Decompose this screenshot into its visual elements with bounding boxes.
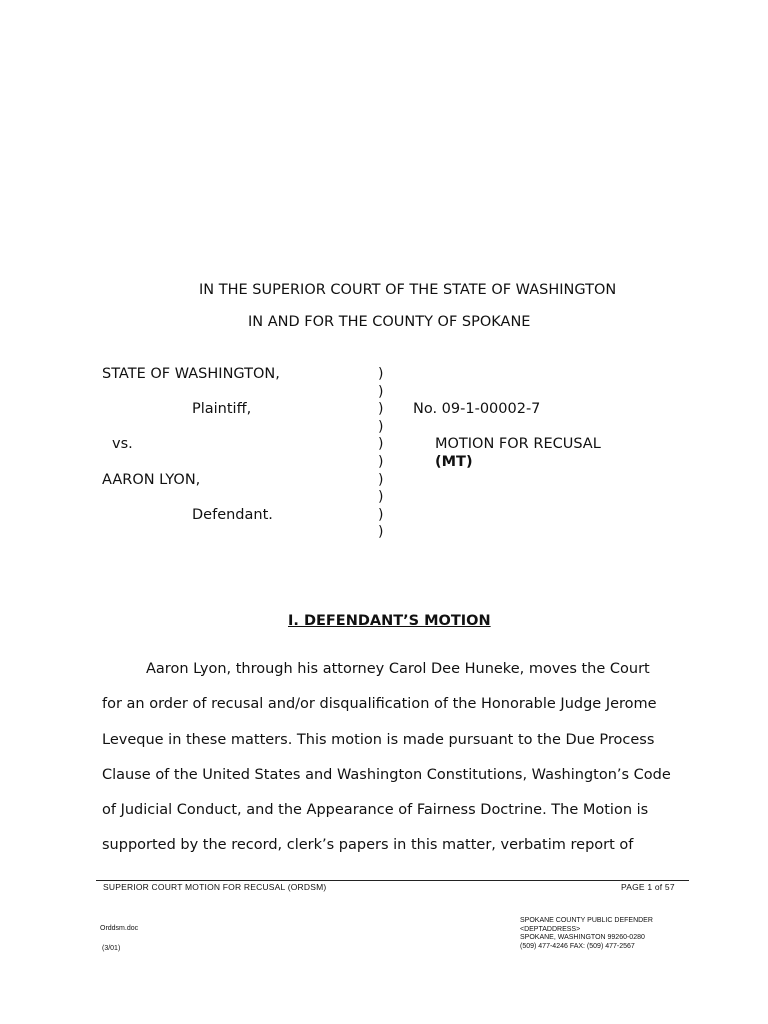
- defendant-name: AARON LYON,: [102, 472, 201, 488]
- plaintiff-name: STATE OF WASHINGTON,: [102, 366, 280, 382]
- footer-rule: [96, 880, 689, 881]
- office-address: <DEPTADDRESS>: [520, 925, 581, 933]
- caption-paren: ): [378, 436, 384, 453]
- footer-revision: (3/01): [102, 945, 121, 952]
- office-city: SPOKANE, WASHINGTON 99260-0280: [520, 934, 645, 942]
- body-line: Aaron Lyon, through his attorney Carol Dee Huneke, moves the Court: [146, 661, 650, 677]
- defendant-role: Defendant.: [192, 507, 273, 523]
- plaintiff-role: Plaintiff,: [192, 401, 252, 417]
- caption-paren: ): [378, 418, 384, 435]
- caption-paren: ): [378, 506, 384, 523]
- office-phone: (509) 477-4246 FAX: (509) 477-2567: [520, 942, 635, 950]
- body-line: Clause of the United States and Washington Constitutions, Washington’s Code: [102, 767, 671, 783]
- footer-file-name: Orddsm.doc: [100, 925, 139, 932]
- case-number: No. 09-1-00002-7: [413, 401, 541, 417]
- versus-label: vs.: [112, 436, 133, 452]
- court-county: IN AND FOR THE COUNTY OF SPOKANE: [248, 314, 531, 330]
- court-title: IN THE SUPERIOR COURT OF THE STATE OF WASHINGTON: [199, 282, 617, 298]
- body-line: of Judicial Conduct, and the Appearance of Fairness Doctrine. The Motion is: [102, 802, 649, 818]
- caption-paren: ): [378, 489, 384, 506]
- caption-parentheses: [378, 366, 383, 542]
- caption-paren: ): [378, 366, 384, 382]
- caption-paren: ): [378, 401, 384, 418]
- body-line: supported by the record, clerk’s papers in this matter, verbatim report of: [102, 837, 634, 853]
- footer-office-block: [520, 917, 653, 951]
- footer-title: SUPERIOR COURT MOTION FOR RECUSAL (ORDSM): [103, 882, 327, 892]
- caption-paren: ): [378, 471, 384, 488]
- caption-paren: ): [378, 453, 384, 470]
- motion-code: (MT): [435, 454, 473, 470]
- body-line: Leveque in these matters. This motion is made pursuant to the Due Process: [102, 732, 655, 748]
- footer-page-number: PAGE 1 of 57: [621, 882, 675, 892]
- motion-title: MOTION FOR RECUSAL: [435, 436, 601, 452]
- section-heading: I. DEFENDANT’S MOTION: [288, 613, 491, 629]
- caption-paren: ): [378, 383, 384, 400]
- caption-paren: ): [378, 524, 384, 541]
- office-name: SPOKANE COUNTY PUBLIC DEFENDER: [520, 917, 653, 924]
- body-line: for an order of recusal and/or disqualification of the Honorable Judge Jerome: [102, 696, 657, 712]
